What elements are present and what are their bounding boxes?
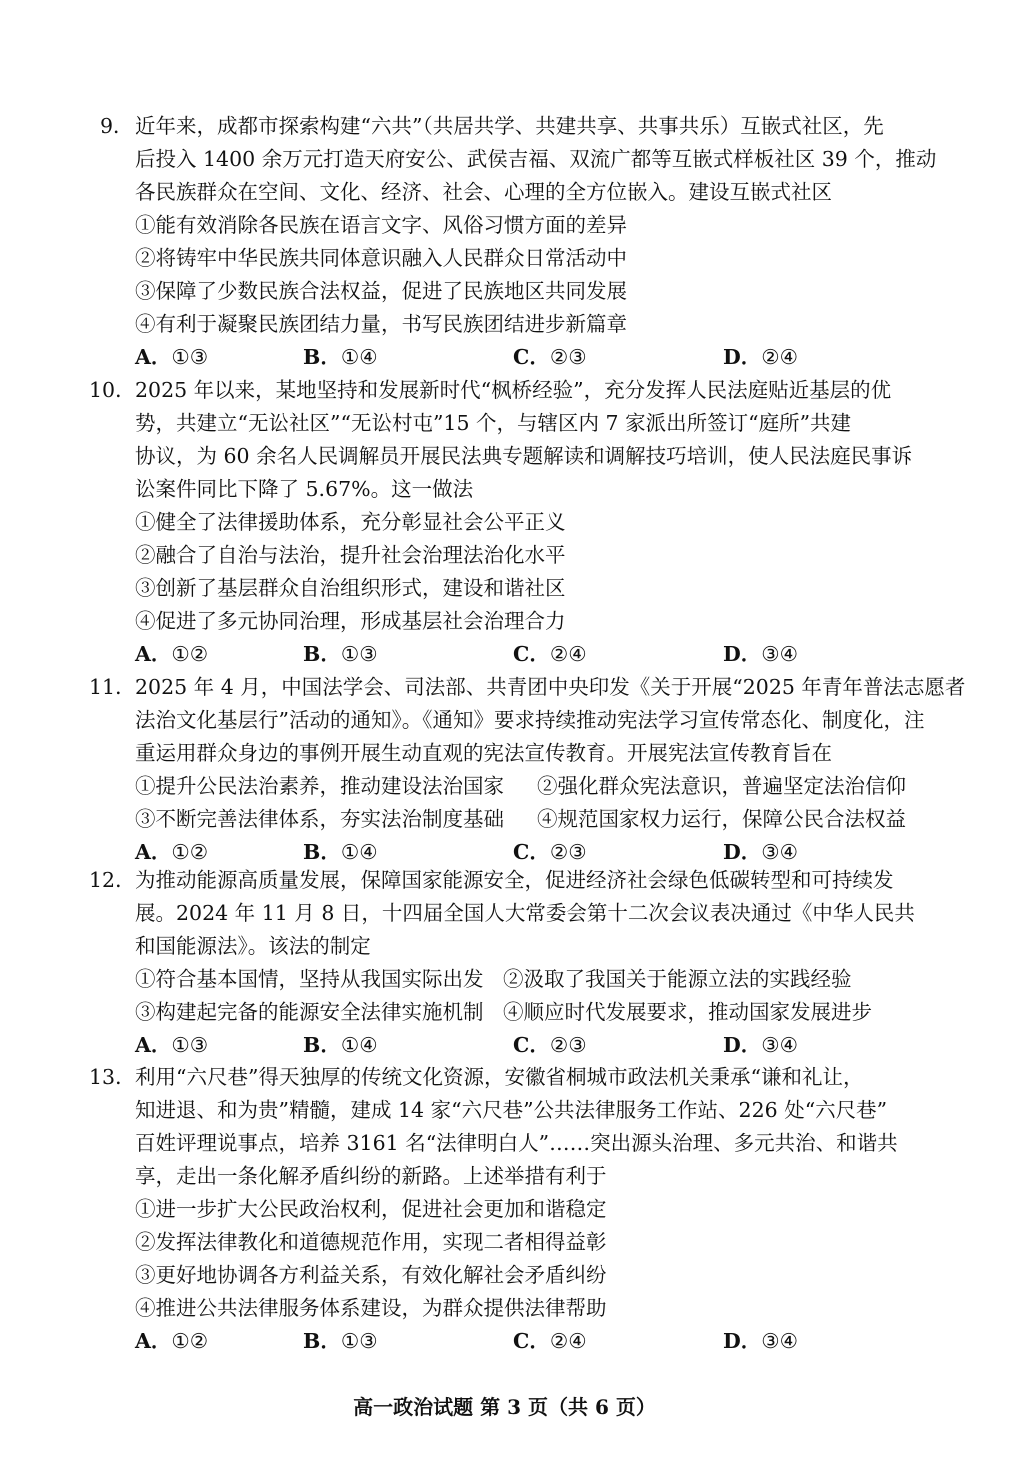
question-number: 9． bbox=[100, 114, 134, 138]
statement-option: ①能有效消除各民族在语言文字、风俗习惯方面的差异 bbox=[135, 213, 627, 237]
question-stem-line: 法治文化基层行”活动的通知》。《通知》要求持续推动宪法学习宣传常态化、制度化，注 bbox=[135, 708, 925, 732]
answer-choice-c: C．②③ bbox=[513, 1033, 587, 1057]
statement-option: ④有利于凝聚民族团结力量，书写民族团结进步新篇章 bbox=[135, 312, 627, 336]
answer-choice-b: B．①④ bbox=[303, 1033, 378, 1057]
statement-option: ①进一步扩大公民政治权利，促进社会更加和谐稳定 bbox=[135, 1197, 607, 1221]
question-stem-line: 2025 年以来，某地坚持和发展新时代“枫桥经验”，充分发挥人民法庭贴近基层的优 bbox=[135, 378, 892, 402]
answer-choice-d: D．③④ bbox=[723, 1033, 799, 1057]
question-stem-line: 利用“六尺巷”得天独厚的传统文化资源，安徽省桐城市政法机关秉承“谦和礼让， bbox=[135, 1065, 864, 1089]
question-stem-line: 近年来，成都市探索构建“六共”（共居共学、共建共享、共事共乐）互嵌式社区，先 bbox=[135, 114, 884, 138]
question-stem-line: 享，走出一条化解矛盾纠纷的新路。上述举措有利于 bbox=[135, 1164, 607, 1188]
page-footer: 高一政治试题 第 3 页（共 6 页） bbox=[353, 1395, 656, 1419]
answer-choice-a: A．①③ bbox=[135, 345, 209, 369]
statement-option: ④推进公共法律服务体系建设，为群众提供法律帮助 bbox=[135, 1296, 607, 1320]
question-stem-line: 各民族群众在空间、文化、经济、社会、心理的全方位嵌入。建设互嵌式社区 bbox=[135, 180, 832, 204]
answer-choice-b: B．①③ bbox=[303, 1329, 378, 1353]
answer-choice-b: B．①③ bbox=[303, 642, 378, 666]
question-stem-line: 势，共建立“无讼社区”“无讼村屯”15 个，与辖区内 7 家派出所签订“庭所”共建 bbox=[135, 411, 852, 435]
statement-option: ①提升公民法治素养，推动建设法治国家 bbox=[135, 774, 504, 798]
answer-choice-a: A．①② bbox=[135, 1329, 209, 1353]
answer-choice-a: A．①② bbox=[135, 642, 209, 666]
statement-option: ④顺应时代发展要求，推动国家发展进步 bbox=[503, 1000, 872, 1024]
question-stem-line: 重运用群众身边的事例开展生动直观的宪法宣传教育。开展宪法宣传教育旨在 bbox=[135, 741, 832, 765]
answer-choice-d: D．③④ bbox=[723, 642, 799, 666]
answer-choice-d: D．③④ bbox=[723, 840, 799, 864]
statement-option: ②将铸牢中华民族共同体意识融入人民群众日常活动中 bbox=[135, 246, 627, 270]
question-stem-line: 百姓评理说事点，培养 3161 名“法律明白人”……突出源头治理、多元共治、和谐共 bbox=[135, 1131, 898, 1155]
question-stem-line: 展。2024 年 11 月 8 日，十四届全国人大常委会第十二次会议表决通过《中华人民共 bbox=[135, 901, 915, 925]
statement-option: ②融合了自治与法治，提升社会治理法治化水平 bbox=[135, 543, 566, 567]
question-number: 11． bbox=[89, 675, 136, 699]
answer-choice-c: C．②③ bbox=[513, 840, 587, 864]
statement-option: ①符合基本国情，坚持从我国实际出发 bbox=[135, 967, 484, 991]
question-number: 13． bbox=[89, 1065, 136, 1089]
statement-option: ③创新了基层群众自治组织形式，建设和谐社区 bbox=[135, 576, 566, 600]
question-stem-line: 后投入 1400 余万元打造天府安公、武侯吉福、双流广都等互嵌式样板社区 39 个，推动 bbox=[135, 147, 937, 171]
question-stem-line: 讼案件同比下降了 5.67%。这一做法 bbox=[135, 477, 474, 501]
question-stem-line: 2025 年 4 月，中国法学会、司法部、共青团中央印发《关于开展“2025 年青年普法志愿者 bbox=[135, 675, 966, 699]
question-stem-line: 为推动能源高质量发展，保障国家能源安全，促进经济社会绿色低碳转型和可持续发 bbox=[135, 868, 894, 892]
statement-option: ③保障了少数民族合法权益，促进了民族地区共同发展 bbox=[135, 279, 627, 303]
answer-choice-d: D．②④ bbox=[723, 345, 799, 369]
statement-option: ④促进了多元协同治理，形成基层社会治理合力 bbox=[135, 609, 566, 633]
statement-option: ②汲取了我国关于能源立法的实践经验 bbox=[503, 967, 852, 991]
statement-option: ③不断完善法律体系，夯实法治制度基础 bbox=[135, 807, 504, 831]
statement-option: ③构建起完备的能源安全法律实施机制 bbox=[135, 1000, 484, 1024]
statement-option: ②强化群众宪法意识，普遍坚定法治信仰 bbox=[537, 774, 906, 798]
statement-option: ②发挥法律教化和道德规范作用，实现二者相得益彰 bbox=[135, 1230, 607, 1254]
answer-choice-c: C．②④ bbox=[513, 642, 587, 666]
question-number: 10． bbox=[89, 378, 136, 402]
question-stem-line: 协议，为 60 余名人民调解员开展民法典专题解读和调解技巧培训，使人民法庭民事诉 bbox=[135, 444, 913, 468]
statement-option: ①健全了法律援助体系，充分彰显社会公平正义 bbox=[135, 510, 566, 534]
question-stem-line: 和国能源法》。该法的制定 bbox=[135, 934, 371, 958]
answer-choice-c: C．②③ bbox=[513, 345, 587, 369]
answer-choice-a: A．①② bbox=[135, 840, 209, 864]
question-number: 12． bbox=[89, 868, 136, 892]
question-stem-line: 知进退、和为贵”精髓，建成 14 家“六尺巷”公共法律服务工作站、226 处“六尺巷” bbox=[135, 1098, 888, 1122]
statement-option: ③更好地协调各方利益关系，有效化解社会矛盾纠纷 bbox=[135, 1263, 607, 1287]
answer-choice-b: B．①④ bbox=[303, 345, 378, 369]
statement-option: ④规范国家权力运行，保障公民合法权益 bbox=[537, 807, 906, 831]
answer-choice-d: D．③④ bbox=[723, 1329, 799, 1353]
answer-choice-c: C．②④ bbox=[513, 1329, 587, 1353]
answer-choice-a: A．①③ bbox=[135, 1033, 209, 1057]
answer-choice-b: B．①④ bbox=[303, 840, 378, 864]
